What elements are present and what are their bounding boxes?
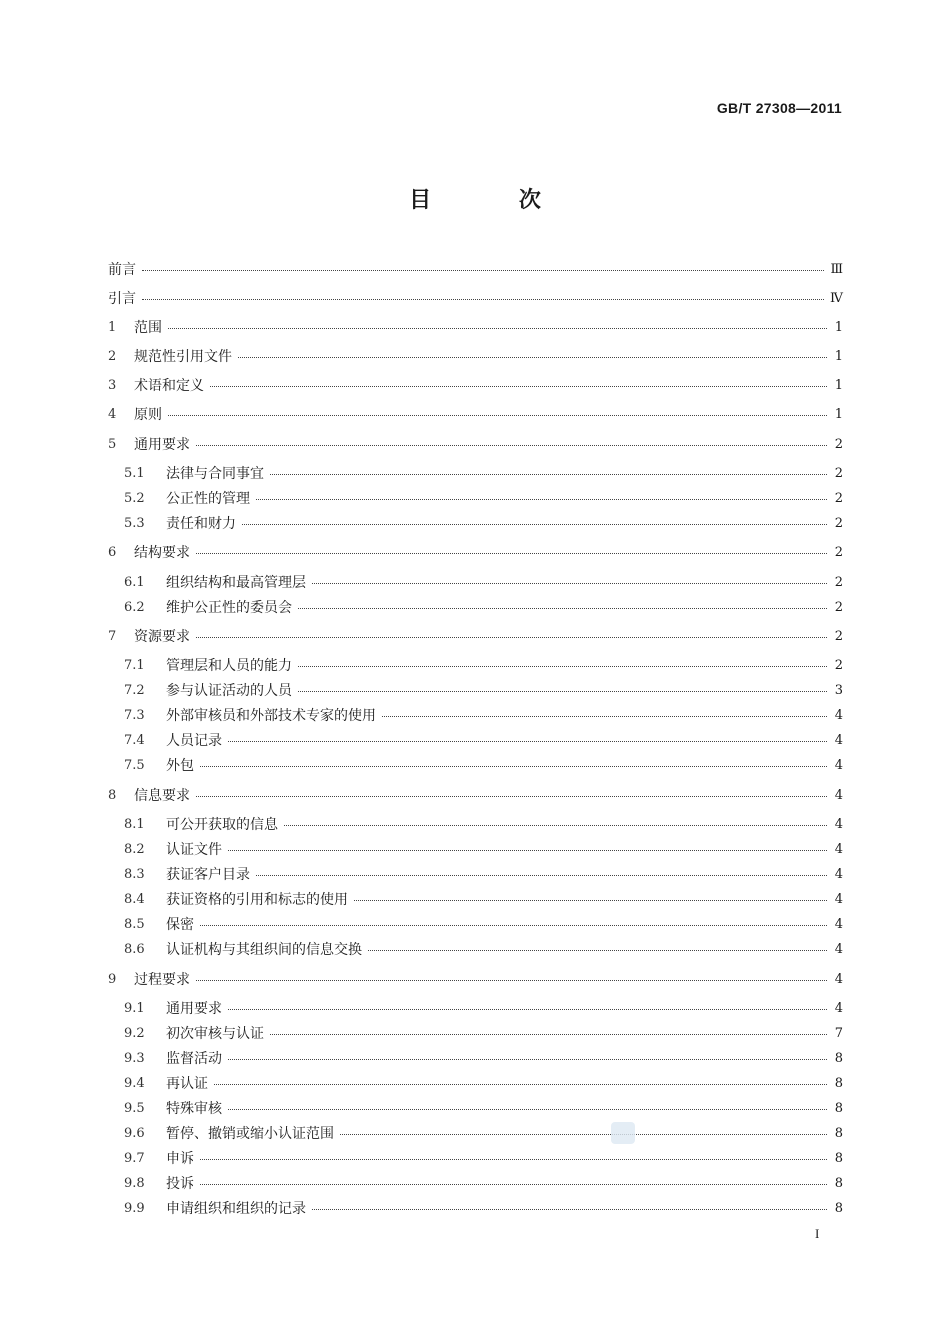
toc-entry[interactable] [108, 257, 843, 281]
toc-entry-number: 9.8 [124, 1175, 145, 1191]
toc-entry-title: 前言 [108, 262, 136, 278]
toc-entry-title: 术语和定义 [134, 378, 204, 394]
toc-entry-title: 原则 [134, 407, 162, 423]
toc-entry[interactable] [124, 461, 843, 485]
dot-leader [242, 523, 827, 525]
toc-entry-title: 管理层和人员的能力 [166, 658, 292, 674]
dot-leader [142, 298, 824, 300]
toc-entry-number: 7.4 [124, 732, 145, 748]
toc-entry-title: 结构要求 [134, 545, 190, 561]
dot-leader [228, 740, 827, 742]
toc-entry-number: 8.4 [124, 891, 145, 907]
dot-leader [368, 949, 827, 951]
toc-entry[interactable] [108, 540, 843, 564]
toc-entry-page: 4 [834, 866, 843, 882]
toc-entry-page: 8 [834, 1100, 843, 1116]
toc-entry[interactable] [108, 286, 843, 310]
toc-entry-number: 8.6 [124, 941, 145, 957]
standard-code: GB/T 27308—2011 [716, 100, 842, 116]
toc-entry-title: 保密 [166, 917, 194, 933]
toc-entry-number: 5 [108, 436, 117, 452]
toc-entry-number: 7.5 [124, 757, 145, 773]
dot-leader [270, 1033, 827, 1035]
toc-entry-page: 2 [834, 515, 843, 531]
toc-entry[interactable] [124, 1096, 843, 1120]
toc-entry-number: 8.3 [124, 866, 145, 882]
toc-entry[interactable] [124, 862, 843, 886]
toc-entry-number: 4 [108, 406, 117, 422]
dot-leader [200, 765, 827, 767]
toc-entry-number: 9.7 [124, 1150, 145, 1166]
toc-entry-title: 初次审核与认证 [166, 1026, 264, 1042]
toc-entry-title: 监督活动 [166, 1051, 222, 1067]
dot-leader [200, 1158, 827, 1160]
dot-leader [354, 899, 827, 901]
toc-entry-page: 2 [834, 436, 843, 452]
toc-entry-title: 资源要求 [134, 629, 190, 645]
dot-leader [312, 1208, 827, 1210]
toc-entry-title: 公正性的管理 [166, 491, 250, 507]
toc-entry-number: 9.4 [124, 1075, 145, 1091]
toc-entry-number: 1 [108, 319, 117, 335]
toc-entry-title: 责任和财力 [166, 516, 236, 532]
toc-entry-number: 9.1 [124, 1000, 145, 1016]
toc-entry-number: 9.2 [124, 1025, 145, 1041]
toc-entry-title: 可公开获取的信息 [166, 817, 278, 833]
toc-entry-number: 5.2 [124, 490, 145, 506]
toc-entry-title: 获证客户目录 [166, 867, 250, 883]
dot-leader [270, 473, 827, 475]
toc-entry[interactable] [108, 783, 843, 807]
dot-leader [200, 924, 827, 926]
dot-leader [196, 795, 827, 797]
toc-entry[interactable] [108, 373, 843, 397]
toc-entry-title: 范围 [134, 320, 162, 336]
toc-entry-number: 7.1 [124, 657, 145, 673]
toc-entry-title: 引言 [108, 291, 136, 307]
dot-leader [168, 327, 827, 329]
toc-entry-number: 5.3 [124, 515, 145, 531]
toc-entry[interactable] [124, 1046, 843, 1070]
toc-entry-page: 4 [834, 1000, 843, 1016]
toc-entry-number: 8.5 [124, 916, 145, 932]
toc-entry-page: Ⅳ [830, 290, 843, 306]
toc-entry[interactable] [124, 570, 843, 594]
scan-mark [611, 1122, 635, 1144]
dot-leader [196, 636, 827, 638]
dot-leader [256, 874, 827, 876]
toc-entry-page: 4 [834, 787, 843, 803]
toc-entry-number: 6.1 [124, 574, 145, 590]
footer-page-number: I [815, 1226, 820, 1241]
dot-leader [298, 690, 827, 692]
toc-entry-title: 申诉 [166, 1151, 194, 1167]
toc-entry-number: 8.1 [124, 816, 145, 832]
toc-entry[interactable] [124, 728, 843, 752]
toc-entry-title: 投诉 [166, 1176, 194, 1192]
toc-entry-number: 9.5 [124, 1100, 145, 1116]
toc-entry[interactable] [124, 996, 843, 1020]
toc-entry-title: 法律与合同事宜 [166, 466, 264, 482]
toc-entry[interactable] [124, 1071, 843, 1095]
dot-leader [228, 1008, 827, 1010]
toc-entry-page: 1 [834, 319, 843, 335]
toc-entry[interactable] [108, 432, 843, 456]
toc-entry-title: 获证资格的引用和标志的使用 [166, 892, 348, 908]
toc-entry-page: 4 [834, 841, 843, 857]
dot-leader [256, 498, 827, 500]
toc-entry[interactable] [124, 1021, 843, 1045]
dot-leader [312, 582, 827, 584]
toc-entry-page: 8 [834, 1200, 843, 1216]
toc-entry-page: 4 [834, 891, 843, 907]
toc-entry[interactable] [108, 967, 843, 991]
toc-entry[interactable] [124, 753, 843, 777]
toc-entry-page: 1 [834, 348, 843, 364]
toc-entry-page: 4 [834, 941, 843, 957]
toc-entry-title: 申请组织和组织的记录 [166, 1201, 306, 1217]
toc-entry-number: 7.3 [124, 707, 145, 723]
toc-entry[interactable] [124, 937, 843, 961]
toc-entry[interactable] [108, 315, 843, 339]
toc-entry-title: 人员记录 [166, 733, 222, 749]
toc-entry-number: 5.1 [124, 465, 145, 481]
toc-entry-number: 2 [108, 348, 117, 364]
toc-entry-title: 外包 [166, 758, 194, 774]
toc-entry-number: 8 [108, 787, 117, 803]
toc-entry-page: 8 [834, 1075, 843, 1091]
toc-entry-page: 4 [834, 816, 843, 832]
toc-entry-page: 4 [834, 757, 843, 773]
toc-entry[interactable] [124, 653, 843, 677]
toc-entry-title: 特殊审核 [166, 1101, 222, 1117]
toc-entry[interactable] [124, 1146, 843, 1170]
dot-leader [228, 1108, 827, 1110]
toc-entry-title: 维护公正性的委员会 [166, 600, 292, 616]
toc-entry-number: 7.2 [124, 682, 145, 698]
toc-entry-page: 2 [834, 490, 843, 506]
toc-entry-page: 4 [834, 707, 843, 723]
toc-entry-page: 1 [834, 377, 843, 393]
toc-entry-number: 7 [108, 628, 117, 644]
toc-entry-title: 认证机构与其组织间的信息交换 [166, 942, 362, 958]
dot-leader [168, 414, 827, 416]
toc-entry-page: 2 [834, 657, 843, 673]
dot-leader [142, 269, 824, 271]
toc-entry-title: 外部审核员和外部技术专家的使用 [166, 708, 376, 724]
dot-leader [298, 665, 827, 667]
toc-entry[interactable] [124, 703, 843, 727]
toc-entry-page: 2 [834, 465, 843, 481]
toc-entry-number: 9.3 [124, 1050, 145, 1066]
toc-entry-title: 通用要求 [134, 437, 190, 453]
toc-entry-page: 8 [834, 1150, 843, 1166]
toc-entry-page: 8 [834, 1175, 843, 1191]
toc-entry[interactable] [124, 678, 843, 702]
toc-entry-title: 规范性引用文件 [134, 349, 232, 365]
dot-leader [196, 552, 827, 554]
toc-entry[interactable] [108, 344, 843, 368]
toc-entry[interactable] [124, 1171, 843, 1195]
toc-entry-title: 暂停、撤销或缩小认证范围 [166, 1126, 334, 1142]
toc-entry-number: 9 [108, 971, 117, 987]
toc-entry-page: 8 [834, 1125, 843, 1141]
toc-entry-number: 6 [108, 544, 117, 560]
dot-leader [196, 979, 827, 981]
dot-leader [382, 715, 827, 717]
toc-entry-page: Ⅲ [830, 261, 843, 277]
toc-entry-number: 8.2 [124, 841, 145, 857]
dot-leader [340, 1133, 827, 1135]
toc-entry[interactable] [124, 595, 843, 619]
toc-entry[interactable] [124, 912, 843, 936]
toc-entry[interactable] [124, 837, 843, 861]
toc-entry-number: 3 [108, 377, 117, 393]
toc-entry-number: 9.6 [124, 1125, 145, 1141]
toc-entry-title: 信息要求 [134, 788, 190, 804]
dot-leader [228, 849, 827, 851]
toc-entry-page: 2 [834, 599, 843, 615]
dot-leader [196, 444, 827, 446]
toc-entry[interactable] [124, 511, 843, 535]
toc-entry[interactable] [124, 812, 843, 836]
dot-leader [284, 824, 827, 826]
toc-entry[interactable] [108, 624, 843, 648]
toc-entry-page: 7 [834, 1025, 843, 1041]
toc-entry-page: 2 [834, 628, 843, 644]
dot-leader [214, 1083, 827, 1085]
dot-leader [228, 1058, 827, 1060]
toc-entry[interactable] [124, 887, 843, 911]
toc-entry-page: 1 [834, 406, 843, 422]
toc-entry[interactable] [124, 1121, 843, 1145]
toc-entry-page: 8 [834, 1050, 843, 1066]
toc-entry-page: 2 [834, 574, 843, 590]
toc-entry-page: 4 [834, 916, 843, 932]
toc-entry-page: 4 [834, 732, 843, 748]
toc-entry-title: 组织结构和最高管理层 [166, 575, 306, 591]
toc-entry-title: 通用要求 [166, 1001, 222, 1017]
toc-entry[interactable] [124, 486, 843, 510]
toc-entry[interactable] [108, 402, 843, 426]
toc-entry-number: 6.2 [124, 599, 145, 615]
dot-leader [238, 356, 827, 358]
toc-heading: 目 次 [409, 188, 581, 213]
toc-entry-page: 3 [834, 682, 843, 698]
toc-entry-title: 参与认证活动的人员 [166, 683, 292, 699]
toc-entry-title: 过程要求 [134, 972, 190, 988]
toc-entry-title: 认证文件 [166, 842, 222, 858]
toc-entry-page: 2 [834, 544, 843, 560]
toc-entry[interactable] [124, 1196, 843, 1220]
toc-entry-number: 9.9 [124, 1200, 145, 1216]
toc-entry-title: 再认证 [166, 1076, 208, 1092]
toc-entry-page: 4 [834, 971, 843, 987]
dot-leader [210, 385, 827, 387]
dot-leader [200, 1183, 827, 1185]
dot-leader [298, 607, 827, 609]
